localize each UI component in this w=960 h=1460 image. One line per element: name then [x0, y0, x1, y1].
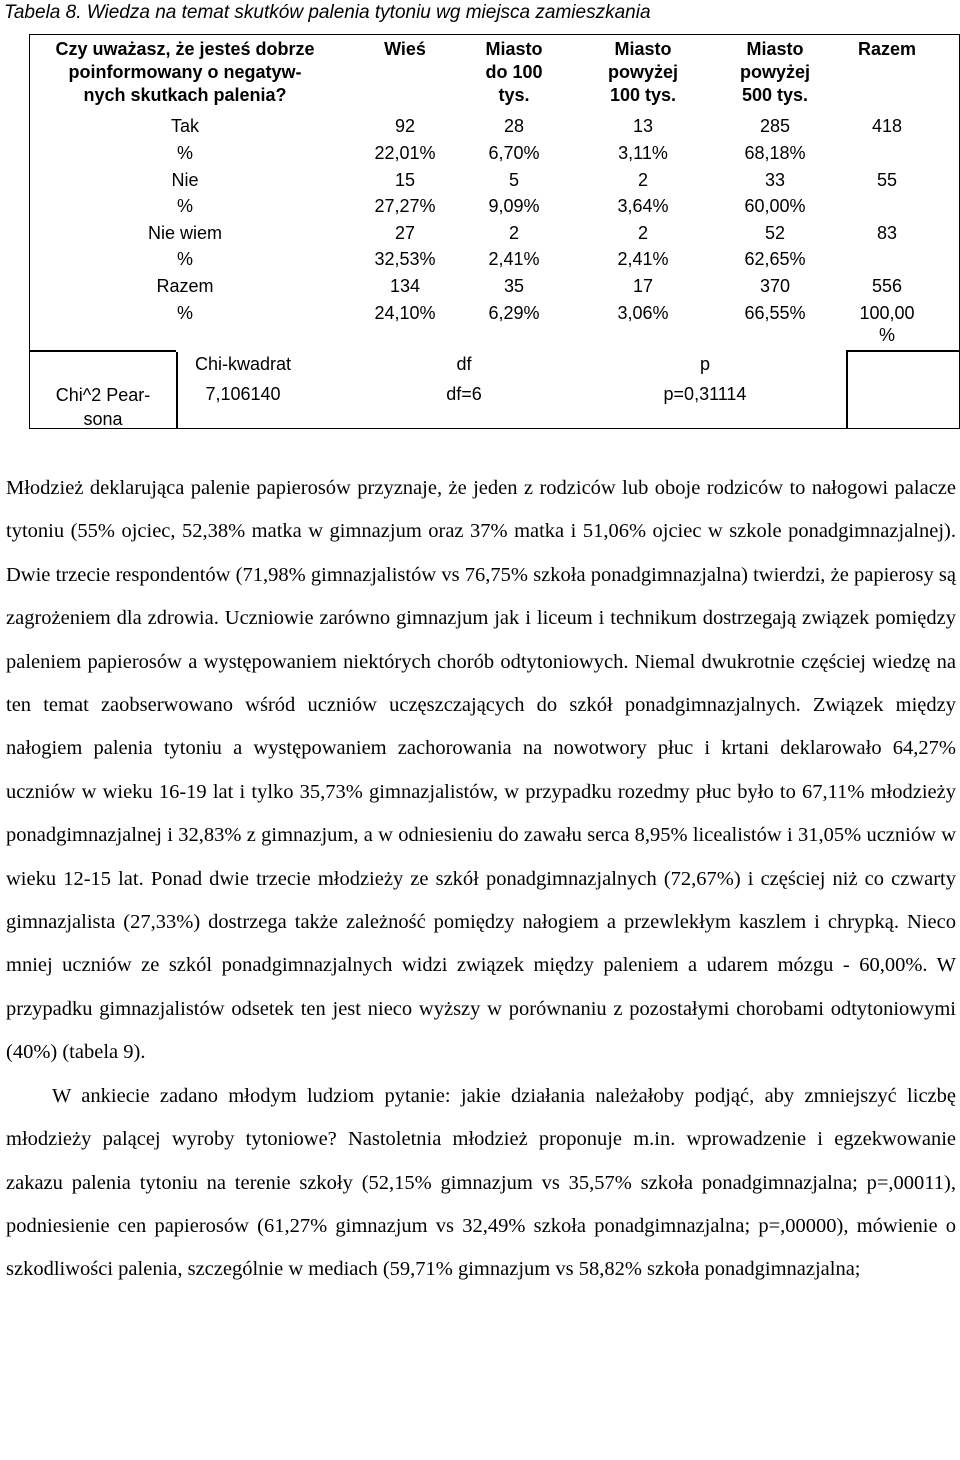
- header-question-line: Czy uważasz, że jesteś dobrze: [55, 39, 315, 59]
- row-label: %: [176, 249, 193, 269]
- data-table: [29, 34, 960, 429]
- table-cell: 285: [759, 116, 791, 136]
- table-cell: 60,00%: [744, 196, 806, 216]
- table-cell: 3,06%: [617, 303, 669, 323]
- header-col1-line: Wieś: [384, 39, 426, 59]
- table-cell: 83: [876, 223, 898, 243]
- table-cell: 27,27%: [374, 196, 436, 216]
- table-cell: 15: [394, 170, 416, 190]
- cell-total-percent: 100,00: [859, 303, 915, 323]
- table-border-line: [846, 350, 960, 352]
- header-col3-line: powyżej: [607, 62, 678, 82]
- table-cell: 2,41%: [617, 249, 669, 269]
- table-cell: 5: [508, 170, 519, 190]
- header-col2-line: tys.: [498, 85, 530, 105]
- table-cell: 370: [759, 276, 791, 296]
- row-label: Tak: [170, 116, 199, 136]
- header-col3-line: 100 tys.: [609, 85, 677, 105]
- chi-square-label: sona: [83, 409, 123, 429]
- table-cell: 28: [503, 116, 525, 136]
- table-cell: 9,09%: [488, 196, 540, 216]
- table-cell: 556: [871, 276, 903, 296]
- table-cell: 2: [637, 170, 648, 190]
- table-cell: 32,53%: [374, 249, 436, 269]
- header-question-line: nych skutkach palenia?: [83, 85, 287, 105]
- chi-header-df: df: [456, 354, 472, 374]
- table-cell: 17: [632, 276, 654, 296]
- table-cell: 418: [871, 116, 903, 136]
- row-label: Razem: [156, 276, 214, 296]
- table-border-line: [176, 352, 178, 428]
- chi-value: 7,106140: [205, 384, 281, 404]
- table-cell: 27: [394, 223, 416, 243]
- table-cell: 24,10%: [374, 303, 436, 323]
- paragraph-2: W ankiecie zadano młodym ludziom pytanie: jakie działania należałoby podjąć, aby zmniejszyć liczbę młodzieży palącej wyroby tytoniowe? Nastoletnia młodzież proponuje m.in. wprowadzenie i egzekwowanie zakazu palenia tytoniu na terenie szkoły (52,15% gimnazjum vs 35,57% szkoła ponadgimnazjalna; p=,00011), podniesienie cen papierosów (61,27% gimnazjum vs 32,49% szkoła ponadgimnazjalna; p=,00000), mówienie o szkodliwości palenia, szczególnie w mediach (59,71% gimnazjum vs 58,82% szkoła ponadgimnazjalna;: [6, 1084, 956, 1281]
- header-col5-line: Razem: [857, 39, 917, 59]
- table-cell: 55: [876, 170, 898, 190]
- table-cell: 3,11%: [618, 143, 668, 163]
- table-cell: 3,64%: [617, 196, 669, 216]
- chi-p-value: p=0,31114: [663, 384, 747, 404]
- table-cell: 22,01%: [374, 143, 436, 163]
- row-label: %: [176, 143, 193, 163]
- table-cell: 35: [503, 276, 525, 296]
- table-cell: 6,70%: [488, 143, 540, 163]
- row-label: %: [176, 303, 193, 323]
- table-border-line: [846, 352, 848, 428]
- chi-header-chi-kwadrat: Chi-kwadrat: [194, 354, 292, 374]
- table-cell: 52: [764, 223, 786, 243]
- header-col4-line: 500 tys.: [741, 85, 809, 105]
- header-col3-line: Miasto: [614, 39, 672, 59]
- table-cell: 33: [764, 170, 786, 190]
- paragraph-1: Młodzież deklarująca palenie papierosów przyznaje, że jeden z rodziców lub oboje rodziców to nałogowi palacze tytoniu (55% ojciec, 52,38% matka w gimnazjum oraz 37% matka i 51,06% ojciec w szkole ponadgimnazjalnej). Dwie trzecie respondentów (71,98% gimnazjalistów vs 76,75% szkoła ponadgimnazjalna) twierdzi, że papierosy są zagrożeniem dla zdrowia. Uczniowie zarówno gimnazjum jak i liceum i technikum dostrzegają związek pomiędzy paleniem papierosów a występowaniem niektórych chorób odtytoniowych. Niemal dwukrotnie częściej wiedzę na ten temat zaobserwowano wśród uczniów uczęszczających do szkół ponadgimnazjalnych. Związek między nałogiem palenia tytoniu a występowaniem zachorowania na nowotwory płuc i krtani deklarowało 64,27% uczniów w wieku 16-19 lat i tylko 35,73% gimnazjalistów, w przypadku rozedmy płuc było to 67,11% młodzieży ponadgimnazjalnej i 32,83% z gimnazjum, a w odniesieniu do zawału serca 8,95% licealistów i 31,05% uczniów w wieku 12-15 lat. Ponad dwie trzecie młodzieży ze szkół ponadgimnazjalnych (72,67%) i częściej niż co czwarty gimnazjalista (27,33%) dostrzega także zależność pomiędzy nałogiem a przewlekłym kaszlem i chrypką. Nieco mniej uczniów ze szkól ponadgimnazjalnych widzi związek między paleniem a udarem mózgu - 60,00%. W przypadku gimnazjalistów odsetek ten jest nieco wyższy w porównaniu z pozostałymi chorobami odtytoniowymi (40%) (tabela 9).: [6, 477, 956, 1064]
- header-col4-line: powyżej: [739, 62, 810, 82]
- header-col2-line: Miasto: [485, 39, 543, 59]
- table-cell: 68,18%: [744, 143, 806, 163]
- chi-df-value: df=6: [446, 384, 482, 404]
- table-cell: 66,55%: [744, 303, 806, 323]
- table-cell: 92: [394, 116, 416, 136]
- row-label: Nie wiem: [147, 223, 222, 243]
- row-label: Nie: [171, 170, 199, 190]
- chi-square-label: Chi^2 Pear-: [55, 385, 151, 405]
- table-cell: 2: [637, 223, 648, 243]
- chi-header-p: p: [699, 354, 710, 374]
- table-cell: 6,29%: [488, 303, 540, 323]
- cell-total-percent: %: [878, 325, 895, 345]
- body-text: [6, 467, 956, 1292]
- row-label: %: [176, 196, 193, 216]
- table-caption: Tabela 8. Wiedza na temat skutków palenia tytoniu wg miejsca zamieszkania: [4, 2, 651, 23]
- table-cell: 62,65%: [744, 249, 806, 269]
- table-cell: 13: [632, 116, 654, 136]
- header-col2-line: do 100: [485, 62, 543, 82]
- table-cell: 134: [389, 276, 421, 296]
- table-border-line: [30, 350, 176, 352]
- header-col4-line: Miasto: [746, 39, 804, 59]
- table-cell: 2,41%: [488, 249, 540, 269]
- table-cell: 2: [508, 223, 519, 243]
- header-question-line: poinformowany o negatyw-: [68, 62, 302, 82]
